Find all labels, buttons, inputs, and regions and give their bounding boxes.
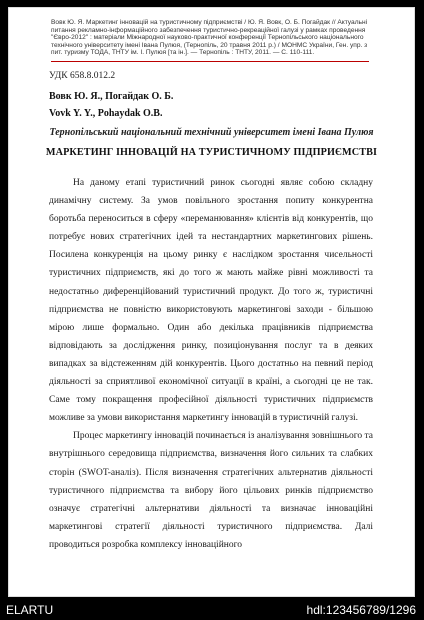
paper-title: МАРКЕТИНГ ІННОВАЦІЙ НА ТУРИСТИЧНОМУ ПІДПРИЄМСТВІ [45,147,378,158]
document-page [9,8,414,596]
citation-line: питання рекламно-інформаційного забезпечення туристично-рекреаційної галузі у рамках проведення [51,26,366,34]
authors-ukrainian: Вовк Ю. Я., Погайдак О. Б. [49,91,174,102]
citation-line: Вовк Ю. Я. Маркетинг інновацій на туристичному підприємстві / Ю. Я. Вовк, О. Б. Погайдак // Актуальні [51,19,368,26]
citation-line: технічного університету імені Івана Пулюя, (Тернопіль, 20 травня 2011 р.) / МОНМС України, Ген. упр. з [51,41,368,49]
article-body [49,174,373,554]
udc-code: УДК 658.8.012.2 [49,71,116,81]
handle-identifier: hdl:123456789/1296 [306,603,416,617]
viewer-footer [0,600,424,620]
university-affiliation: Тернопільський національний технічний університет імені Івана Пулюя [49,127,374,138]
paragraph: Процес маркетингу інновацій починається із аналізування зовнішнього та внутрішнього середовища підприємства, визначення його сильних та слабких сторін (SWOT-аналіз). Після визначення стратегічних альтернатив діяльності туристичного підприємства та вибору його цільових ринків підприємство означує стратегічні альтернативи діяльності та визначає інноваційні маркетингові стратегії діяльності туристичного підприємства. Далі проводиться розробка комплексу інноваційного [49,431,373,550]
citation-header [51,19,369,62]
paragraph: На даному етапі туристичний ринок сьогодні являє собою складну динамічну систему. За умов повільного зростання попиту конкурентна боротьба переноситься в сферу «переманювання» клієнтів від конкурентів, що потребує нових стратегічних ідей та нестандартних маркетингових рішень. Посилена конкуренція на цьому ринку є наслідком зростання чисельності туристичних підприємств, які до того ж мають майже рівні можливості та недостатньо диференційований туристичний продукт. До того ж, туристичні підприємства не повністю використовують маркетингові заходи - більшою мірою лише формально. Один або декілька працівників підприємства відповідають за дослідження ринку, позиціонування послуг та в деяких випадках за відстеженням дій конкурентів. Цього достатньо на певний період діяльності за сприятливої економічної ситуації в країні, а сьогодні це не так. Саме тому покращення професійної діяльності туристичних підприємств можливе за умови використання маркетингу інновацій в туристичній галузі. [49,178,373,424]
citation-line: "Євро-2012" : матеріали Міжнародної науково-практичної конференції Тернопільського національного [51,34,364,42]
citation-line: пит. туризму ТОДА, ТНТУ ім. І. Пулюя [та ін.]. — Тернопіль : ТНТУ, 2011. — С. 110-111. [51,49,315,57]
repository-name: ELARTU [6,603,54,617]
authors-english: Vovk Y. Y., Pohaydak O.B. [49,108,163,119]
